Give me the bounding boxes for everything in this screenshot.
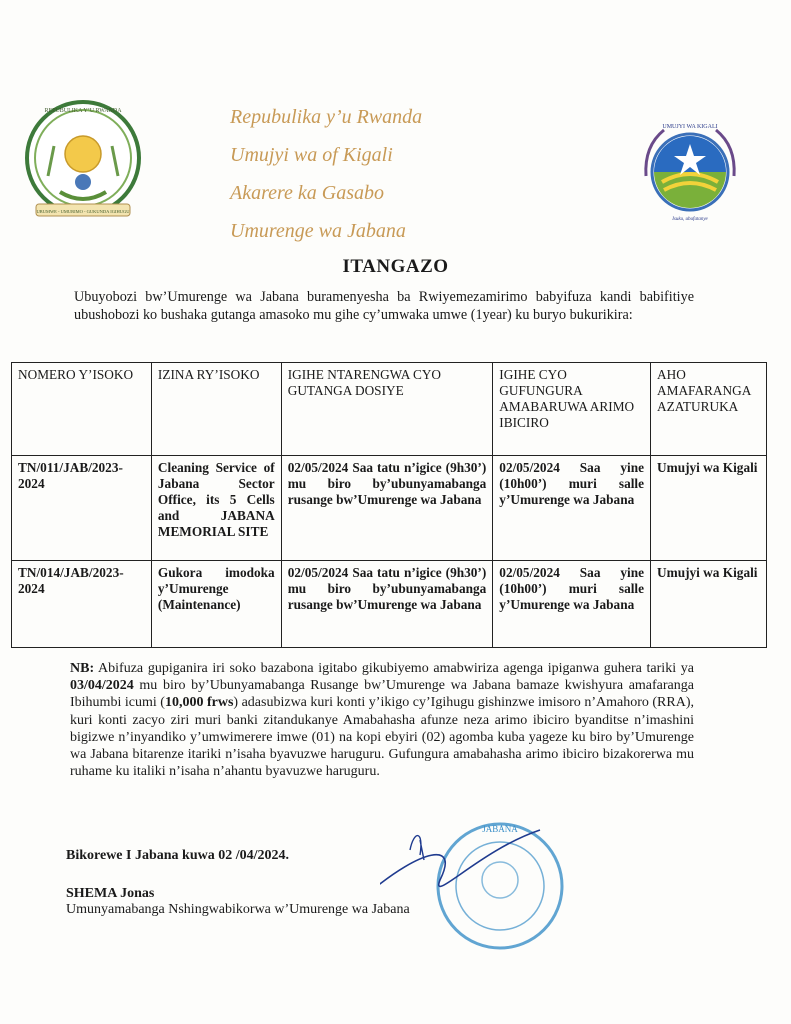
emblem-right-bottom-text: Isuku, ubufatanye — [672, 217, 708, 222]
letterhead-line-country: Repubulika y’u Rwanda — [230, 106, 423, 128]
kigali-city-emblem — [636, 116, 744, 226]
note-text-part3: ) adasubizwa kuri konti y’ikigo cy’Igihugu gishinzwe imisoro n’Amahoro (RRA), kuri konti zacyo ziri muri banki zitandukanye Amabahasha afunze neza arimo ibiciro byanditse n’imashini bigizwe n’inyandiko y’umwimerere imwe (01) na kopi ebyiri (02) agomba kuba yageze ku biro by’Umurenge wa Jabana bitarenze itariki n’isaha byavuzwe haruguru. Gufungura amabahasha arimo ibiciro bizakorerwa mu ruhame ku italiki n’isaha n’ahantu byavuzwe haruguru. — [70, 695, 695, 780]
cell-funding-source: Umujyi wa Kigali — [651, 456, 767, 561]
stamp-text: JABANA — [482, 824, 518, 834]
note-label: NB: — [70, 661, 95, 676]
note-date: 03/04/2024 — [70, 678, 134, 694]
cell-tender-name: Cleaning Service of Jabana Sector Office, its 5 Cells and JABANA MEMORIAL SITE — [151, 456, 281, 561]
cell-submission-deadline: 02/05/2024 Saa tatu n’igice (9h30’) mu biro by’ubunyamabanga rusange bw’Umurenge wa Jabana — [281, 456, 493, 561]
note-text-part1: Abifuza gupiganira iri soko bazabona igitabo gikubiyemo amabwiriza agenga ipiganwa guhera tariki ya — [94, 661, 694, 676]
signed-location-date: Bikorewe I Jabana kuwa 02 /04/2024. — [66, 848, 289, 863]
official-stamp-and-signature — [380, 810, 580, 970]
tender-table — [11, 362, 767, 648]
header-tender-name: IZINA RY’ISOKO — [151, 363, 281, 456]
cell-tender-name: Gukora imodoka y’Umurenge (Maintenance) — [151, 561, 281, 648]
cell-bid-opening: 02/05/2024 Saa yine (10h00’) muri salle y’Umurenge wa Jabana — [493, 561, 651, 648]
cell-tender-number: TN/014/JAB/2023-2024 — [12, 561, 152, 648]
emblem-left-bottom-text: UBUMWE - UMURIMO - GUKUNDA IGIHUGU — [36, 209, 130, 214]
header-tender-number: NOMERO Y’ISOKO — [12, 363, 152, 456]
table-header-row — [12, 363, 767, 456]
signer-title: Umunyamabanga Nshingwabikorwa w’Umurenge wa Jabana — [66, 902, 410, 917]
cell-submission-deadline: 02/05/2024 Saa tatu n’igice (9h30’) mu biro by’ubunyamabanga rusange bw’Umurenge wa Jabana — [281, 561, 493, 648]
rwanda-coat-of-arms-emblem — [22, 96, 144, 224]
table-row — [12, 456, 767, 561]
letterhead-line-city: Umujyi wa of Kigali — [230, 144, 393, 166]
emblem-right-top-text: UMUJYI WA KIGALI — [662, 124, 718, 130]
letterhead-line-district: Akarere ka Gasabo — [230, 182, 385, 204]
header-funding-source: AHO AMAFARANGA AZATURUKA — [651, 363, 767, 456]
table-row — [12, 561, 767, 648]
cell-funding-source: Umujyi wa Kigali — [651, 561, 767, 648]
header-bid-opening: IGIHE CYO GUFUNGURA AMABARUWA ARIMO IBICIRO — [493, 363, 651, 456]
cell-tender-number: TN/011/JAB/2023-2024 — [12, 456, 152, 561]
signer-name: SHEMA Jonas — [66, 886, 155, 901]
note-paragraph — [70, 660, 694, 780]
letterhead-line-sector: Umurenge wa Jabana — [230, 220, 406, 242]
signer-block — [66, 886, 410, 918]
note-amount: 10,000 frws — [164, 695, 234, 711]
note-text-part2: mu biro by’Ubunyamabanga Rusange bw’Umurenge wa Jabana bamaze kwishyura amafaranga Ibihumbi icumi ( — [70, 678, 694, 711]
document-title: ITANGAZO — [342, 256, 449, 277]
cell-bid-opening: 02/05/2024 Saa yine (10h00’) muri salle y’Umurenge wa Jabana — [493, 456, 651, 561]
intro-paragraph: Ubuyobozi bw’Umurenge wa Jabana buramenyesha ba Rwiyemezamirimo babyifuza kandi babifitiye ubushobozi ko bushaka gutanga amasoko mu gihe cy’umwaka umwe (1year) ku buryo bukurikira: — [74, 289, 694, 323]
emblem-left-top-text: REPUBULIKA Y’U RWANDA — [44, 108, 122, 114]
header-submission-deadline: IGIHE NTARENGWA CYO GUTANGA DOSIYE — [281, 363, 493, 456]
letterhead — [230, 98, 422, 250]
